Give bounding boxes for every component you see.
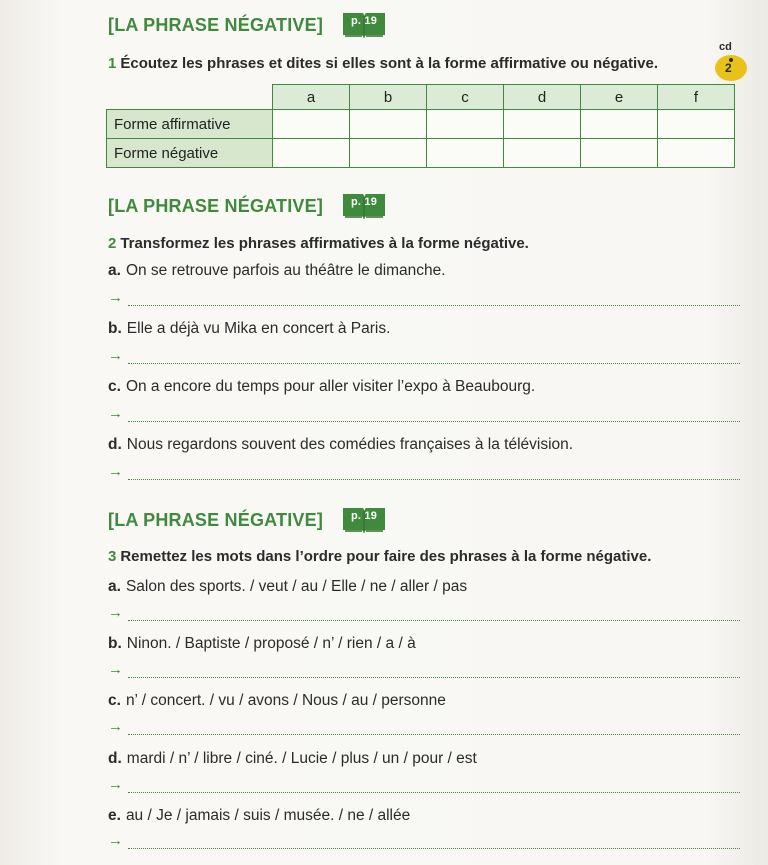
- answer-line[interactable]: [108, 347, 740, 369]
- arrow-icon: →: [108, 463, 123, 480]
- arrow-icon: →: [108, 347, 123, 364]
- cd-label: cd: [719, 41, 732, 53]
- list-item: e. au / Je / jamais / suis / musée. / ne / allée: [108, 807, 411, 824]
- answer-cell[interactable]: [504, 139, 581, 168]
- answer-cell[interactable]: [427, 139, 504, 168]
- arrow-icon: →: [108, 604, 123, 621]
- answer-cell[interactable]: [504, 110, 581, 139]
- row-header: Forme affirmative: [107, 110, 273, 139]
- arrow-icon: →: [108, 661, 123, 678]
- answer-cell[interactable]: [658, 139, 735, 168]
- list-item: a. On se retrouve parfois au théâtre le dimanche.: [108, 262, 446, 279]
- column-header: a: [273, 85, 350, 110]
- list-item: c. On a encore du temps pour aller visiter l’expo à Beaubourg.: [108, 378, 536, 395]
- answer-cell[interactable]: [350, 139, 427, 168]
- exercise-number: 1: [108, 55, 117, 72]
- column-header: d: [504, 85, 581, 110]
- arrow-icon: →: [108, 718, 123, 735]
- book-icon: [341, 191, 387, 221]
- instruction-text: Transformez les phrases affirmatives à la forme négative.: [120, 235, 529, 252]
- section-1-title: [LA PHRASE NÉGATIVE]: [108, 14, 324, 35]
- column-header: c: [427, 85, 504, 110]
- page-reference: p. 19: [350, 196, 378, 208]
- cd-track-number: 2: [725, 61, 732, 75]
- answer-line[interactable]: [108, 776, 740, 798]
- page-reference: p. 19: [350, 510, 378, 522]
- section-3-heading: [108, 505, 387, 535]
- answer-line[interactable]: [108, 405, 740, 427]
- answer-cell[interactable]: [427, 110, 504, 139]
- answer-cell[interactable]: [350, 110, 427, 139]
- table-header-row: [107, 85, 735, 110]
- page-reference: p. 19: [350, 15, 378, 27]
- answer-line[interactable]: [108, 718, 740, 740]
- instruction-text: Remettez les mots dans l’ordre pour faire des phrases à la forme négative.: [120, 548, 652, 565]
- list-item: d. mardi / n’ / libre / ciné. / Lucie / plus / un / pour / est: [108, 750, 477, 767]
- instruction-text: Écoutez les phrases et dites si elles sont à la forme affirmative ou négative.: [120, 55, 659, 72]
- answer-line[interactable]: [108, 661, 740, 683]
- column-header: b: [350, 85, 427, 110]
- row-header: Forme négative: [107, 139, 273, 168]
- list-item: d. Nous regardons souvent des comédies françaises à la télévision.: [108, 436, 574, 453]
- answer-cell[interactable]: [581, 139, 658, 168]
- answer-cell[interactable]: [273, 110, 350, 139]
- answer-cell[interactable]: [273, 139, 350, 168]
- cd-icon: [713, 41, 753, 81]
- arrow-icon: →: [108, 832, 123, 849]
- table-row: [107, 110, 735, 139]
- exercise-number: 3: [108, 548, 117, 565]
- section-1-heading: [108, 10, 387, 40]
- answer-line[interactable]: [108, 463, 740, 485]
- exercise-1-instruction: [108, 55, 658, 72]
- column-header: e: [581, 85, 658, 110]
- section-3-title: [LA PHRASE NÉGATIVE]: [108, 509, 324, 530]
- arrow-icon: →: [108, 289, 123, 306]
- section-2-heading: [108, 191, 387, 221]
- answer-table: [106, 84, 735, 168]
- list-item: a. Salon des sports. / veut / au / Elle / ne / aller / pas: [108, 578, 468, 595]
- list-item: b. Ninon. / Baptiste / proposé / n’ / rien / a / à: [108, 635, 416, 652]
- section-2-title: [LA PHRASE NÉGATIVE]: [108, 195, 324, 216]
- table-row: [107, 139, 735, 168]
- answer-line[interactable]: [108, 832, 740, 854]
- list-item: c. n’ / concert. / vu / avons / Nous / au / personne: [108, 692, 446, 709]
- list-item: b. Elle a déjà vu Mika en concert à Paris.: [108, 320, 391, 337]
- book-icon: [341, 10, 387, 40]
- answer-cell[interactable]: [581, 110, 658, 139]
- arrow-icon: →: [108, 405, 123, 422]
- exercise-2-instruction: [108, 235, 529, 252]
- exercise-3-instruction: [108, 548, 651, 565]
- answer-line[interactable]: [108, 289, 740, 311]
- column-header: f: [658, 85, 735, 110]
- answer-cell[interactable]: [658, 110, 735, 139]
- book-icon: [341, 505, 387, 535]
- answer-line[interactable]: [108, 604, 740, 626]
- arrow-icon: →: [108, 776, 123, 793]
- exercise-number: 2: [108, 235, 117, 252]
